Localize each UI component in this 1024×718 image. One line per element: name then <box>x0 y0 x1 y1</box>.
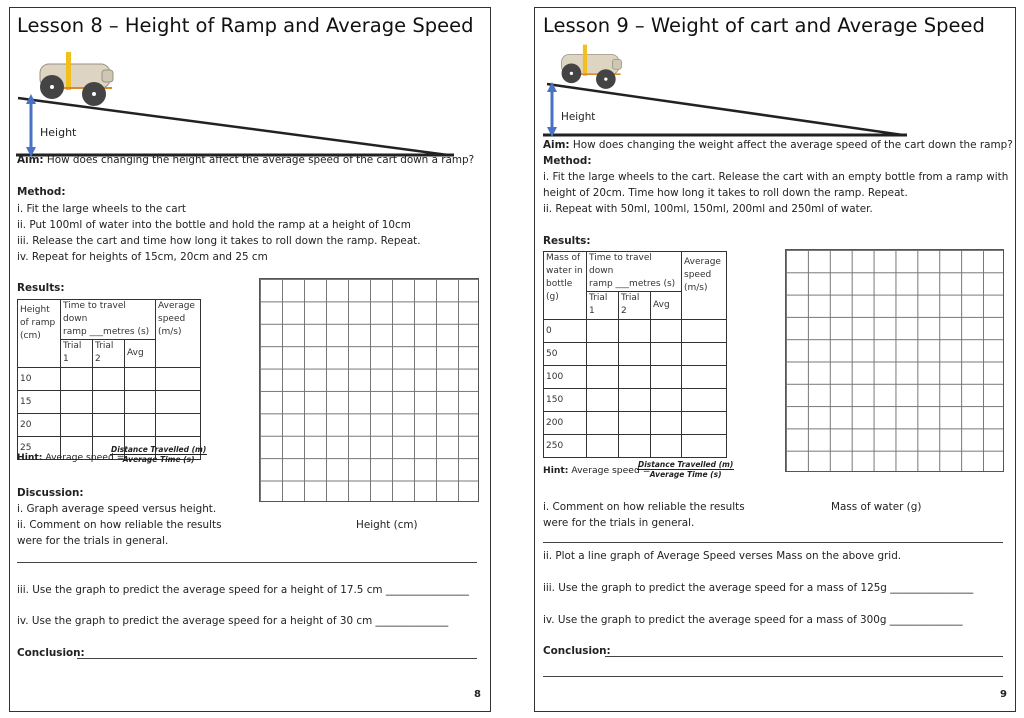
aim-text: How does changing the height affect the average speed of the cart down a ramp? <box>46 154 475 166</box>
conclusion-line[interactable] <box>77 658 477 659</box>
worksheet-page-lesson-8 <box>9 7 491 712</box>
conclusion-label: Conclusion: <box>17 647 85 659</box>
method-step: iv. Repeat for heights of 15cm, 20cm and 25 cm <box>17 251 268 263</box>
col-trial1-header: Trial 1 <box>587 292 619 320</box>
col-avg-header: Avg <box>125 340 156 368</box>
table-row: 250 <box>544 435 727 458</box>
table-row: 200 <box>544 412 727 435</box>
method-heading: Method: <box>17 186 66 198</box>
results-heading: Results: <box>543 235 591 247</box>
answer-line[interactable] <box>17 562 477 563</box>
axis-label: Mass of water (g) <box>831 501 922 513</box>
page-number: 9 <box>1000 689 1007 700</box>
method-step: i. Fit the large wheels to the cart <box>17 203 186 215</box>
discussion-item: iv. Use the graph to predict the average speed for a mass of 300g ______________ <box>543 614 963 626</box>
cart-image <box>40 52 113 106</box>
table-row: 150 <box>544 389 727 412</box>
conclusion-line[interactable] <box>605 656 1003 657</box>
speed-formula: Distance Travelled (m) Average Time (s) <box>638 460 734 479</box>
method-heading: Method: <box>543 155 592 167</box>
worksheet-page-lesson-9 <box>534 7 1016 712</box>
height-label: Height <box>40 126 77 139</box>
table-row: 20 <box>18 414 201 437</box>
col-trial2-header: Trial 2 <box>93 340 125 368</box>
speed-formula: Distance Travelled (m) Average Time (s) <box>111 445 207 464</box>
method-step: i. Fit the large wheels to the cart. Release the cart with an empty bottle from a ramp with <box>543 171 1009 183</box>
discussion-heading: Discussion: <box>17 487 84 499</box>
discussion-item: ii. Plot a line graph of Average Speed verses Mass on the above grid. <box>543 550 902 562</box>
discussion-item: i. Graph average speed versus height. <box>17 503 217 515</box>
table-row: 10 <box>18 368 201 391</box>
ramp-diagram <box>535 38 1005 143</box>
aim-text: How does changing the weight affect the average speed of the cart down the ramp? <box>572 139 1013 151</box>
col-trial1-header: Trial 1 <box>61 340 93 368</box>
graph-grid <box>259 278 479 502</box>
method-step: iii. Release the cart and time how long it takes to roll down the ramp. Repeat. <box>17 235 421 247</box>
page-number: 8 <box>474 689 481 700</box>
aim-label: Aim: <box>17 154 44 166</box>
aim <box>17 154 474 166</box>
table-row: 25 <box>18 437 201 460</box>
page-title: Lesson 8 – Height of Ramp and Average Speed <box>17 14 474 37</box>
results-table <box>543 251 727 458</box>
discussion-item: i. Comment on how reliable the results <box>543 501 745 513</box>
hint: Hint: Average speed = <box>17 452 125 463</box>
col-speed-header: Average speed (m/s) <box>682 252 727 320</box>
col-time-header: Time to travel down ramp ___metres (s) <box>61 300 156 340</box>
discussion-item: ii. Comment on how reliable the results <box>17 519 222 531</box>
hint: Hint: Average speed = <box>543 465 651 476</box>
height-label: Height <box>561 111 596 123</box>
col-speed-header: Average speed (m/s) <box>156 300 201 368</box>
discussion-item: iii. Use the graph to predict the average speed for a mass of 125g ________________ <box>543 582 974 594</box>
col-avg-header: Avg <box>651 292 682 320</box>
page-title: Lesson 9 – Weight of cart and Average Speed <box>543 14 985 37</box>
table-row: 0 <box>544 320 727 343</box>
discussion-item: were for the trials in general. <box>543 517 695 529</box>
answer-line[interactable] <box>543 542 1003 543</box>
table-row: 15 <box>18 391 201 414</box>
col-time-header: Time to travel down ramp ___metres (s) <box>587 252 682 292</box>
discussion-item: iii. Use the graph to predict the average speed for a height of 17.5 cm ________________ <box>17 584 469 596</box>
method-step: height of 20cm. Time how long it takes to roll down the ramp. Repeat. <box>543 187 908 199</box>
col-mass-header: Mass of water in bottle (g) <box>544 252 587 320</box>
conclusion-label: Conclusion: <box>543 645 611 657</box>
method-step: ii. Repeat with 50ml, 100ml, 150ml, 200ml and 250ml of water. <box>543 203 873 215</box>
ramp-diagram <box>10 48 480 163</box>
aim-label: Aim: <box>543 139 570 151</box>
cart-image <box>562 45 622 89</box>
table-row: 50 <box>544 343 727 366</box>
answer-line[interactable] <box>543 676 1003 677</box>
results-table <box>17 299 201 460</box>
results-heading: Results: <box>17 282 65 294</box>
table-row: 100 <box>544 366 727 389</box>
aim <box>543 139 1013 151</box>
axis-label: Height (cm) <box>356 519 418 531</box>
col-height-header: Height of ramp (cm) <box>18 300 61 368</box>
method-step: ii. Put 100ml of water into the bottle and hold the ramp at a height of 10cm <box>17 219 411 231</box>
discussion-item: were for the trials in general. <box>17 535 169 547</box>
graph-grid <box>785 249 1004 472</box>
col-trial2-header: Trial 2 <box>619 292 651 320</box>
discussion-item: iv. Use the graph to predict the average speed for a height of 30 cm ______________ <box>17 615 449 627</box>
